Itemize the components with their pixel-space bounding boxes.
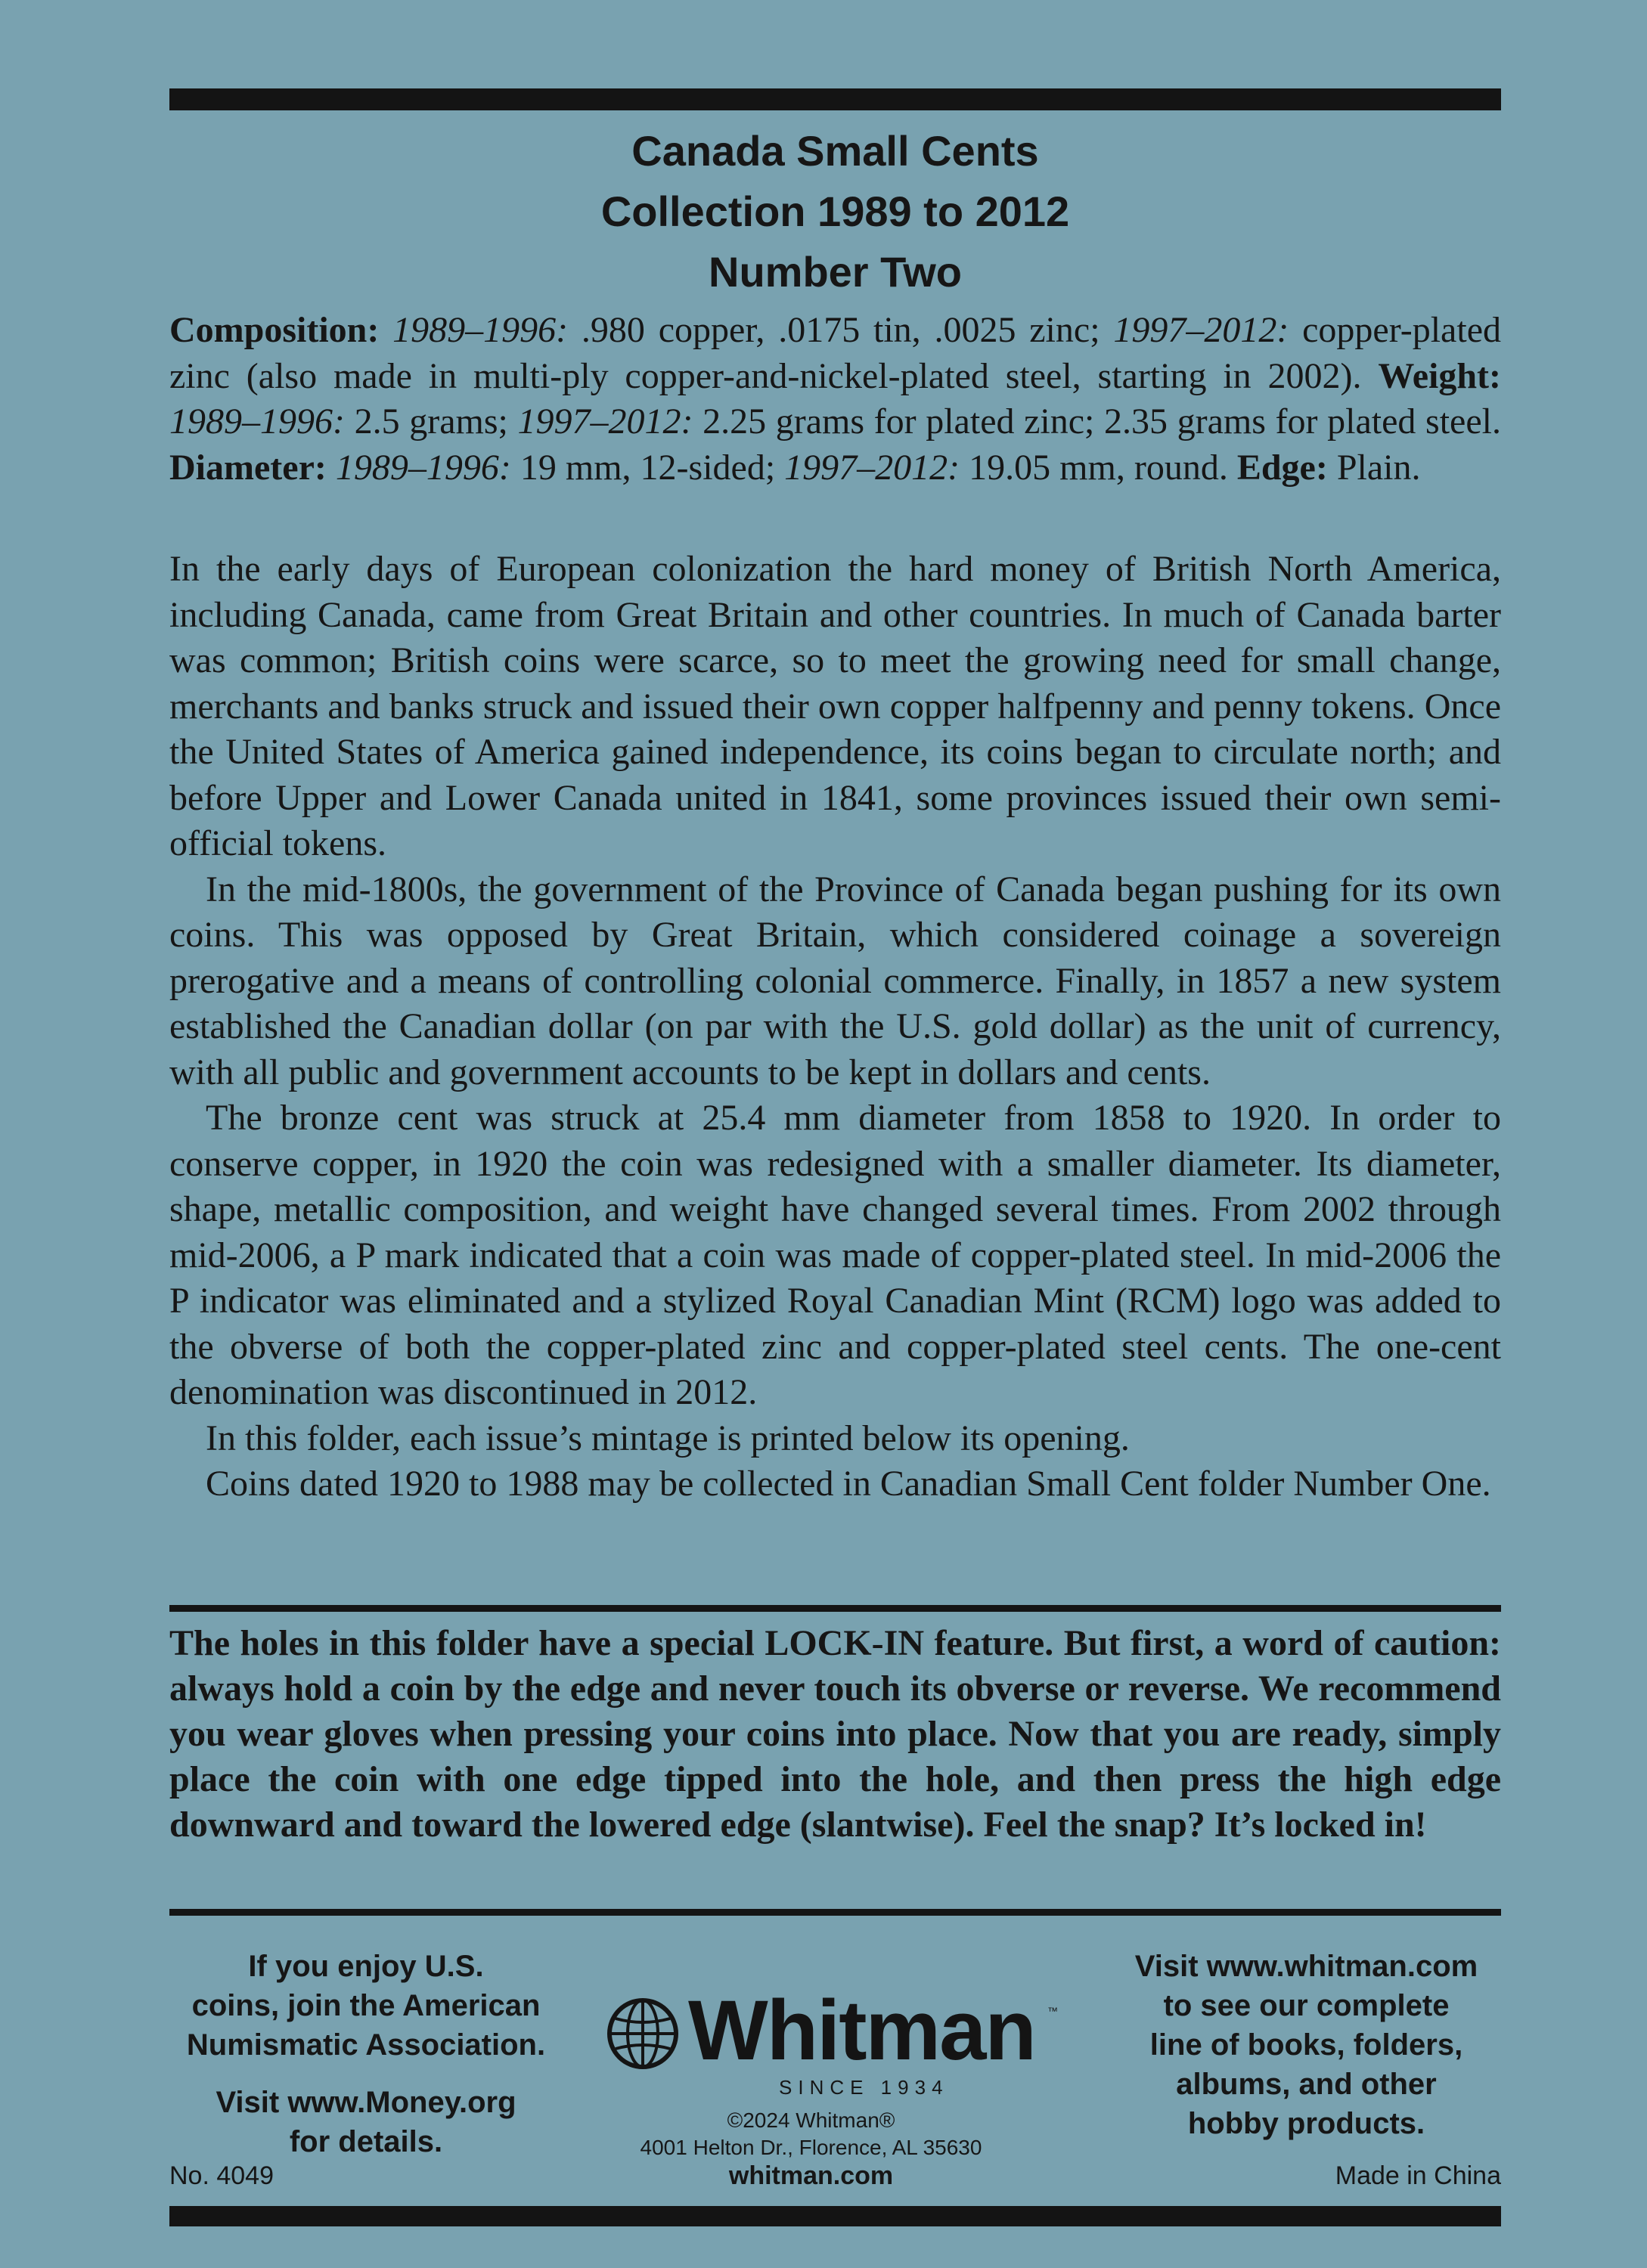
ana-line-2: coins, join the American [191,1989,541,2022]
ana-line-1: If you enjoy U.S. [248,1950,484,1983]
coin-specifications [169,308,1501,491]
diameter-text-1: 19 mm, 12-sided; [510,447,785,488]
copyright-notice: ©2024 Whitman® [727,2108,895,2132]
money-org-line-2: for details. [289,2125,443,2158]
title-line-3: Number Two [709,248,962,296]
history-paragraph-4: In this folder, each issue’s mintage is printed below its opening. [206,1418,1130,1458]
history-paragraph-5: Coins dated 1920 to 1988 may be collected in Canadian Small Cent folder Number One. [206,1464,1491,1504]
ana-promo [169,1947,563,2161]
whitman-promo-line-4: albums, and other [1176,2068,1437,2101]
edge-label: Edge: [1236,447,1328,488]
title-line-2: Collection 1989 to 2012 [600,187,1070,235]
since-1934: SINCE 1934 [779,2076,949,2099]
composition-label: Composition: [169,310,380,350]
weight-text-1: 2.5 grams; [344,401,518,442]
whitman-promo-line-2: to see our complete [1163,1989,1450,2022]
diameter-period-1: 1989–1996: [335,447,511,488]
composition-period-2: 1997–2012: [1113,310,1289,350]
ana-line-3: Numismatic Association. [186,2028,546,2062]
top-rule [169,88,1501,110]
whitman-promo [1112,1947,1501,2143]
company-address: 4001 Helton Dr., Florence, AL 35630 [640,2136,982,2159]
whitman-promo-line-5: hobby products. [1187,2107,1425,2140]
page-title [169,121,1501,302]
weight-period-1: 1989–1996: [169,401,345,442]
product-number: No. 4049 [169,2161,274,2190]
whitman-logo-block [605,1983,1066,2200]
history-paragraph-3: The bronze cent was struck at 25.4 mm diameter from 1858 to 1920. In order to conserve copper, in 1920 the coin was redesigned with a smaller diameter. Its diameter, shape, metallic composition, and weight have changed several times. From 2002 through mid-2006, a P mark indicated that a coin was made of copper-plated steel. In mid-2006 the P indicator was eliminated and a stylized Royal Canadian Mint (RCM) logo was added to the obverse of both the copper-plated zinc and copper-plated steel cents. The one-cent denomination was discontinued in 2012. [169,1098,1501,1412]
whitman-url: whitman.com [728,2161,894,2190]
whitman-promo-line-1: Visit www.whitman.com [1134,1950,1478,1983]
history-paragraph-1: In the early days of European colonization the hard money of British North America, including Canada, came from Great Britain and other countries. In much of Canada barter was common; British coins were scarce, so to meet the growing need for small change, merchants and banks struck and issued their own copper halfpenny and penny tokens. Once the United States of America gained independence, its coins began to circulate north; and before Upper and Lower Canada united in 1841, some provinces issued their own semi-official tokens. [169,549,1501,863]
history-paragraph-2: In the mid-1800s, the government of the Province of Canada began pushing for its own coins. This was opposed by Great Britain, which considered coinage a sovereign prerogative and a means of controlling colonial commerce. Finally, in 1857 a new system established the Canadian dollar (on par with the U.S. gold dollar) as the unit of currency, with all public and government accounts to be kept in dollars and cents. [169,869,1501,1092]
diameter-label: Diameter: [169,447,327,488]
edge-text: Plain. [1327,447,1421,488]
lock-in-caution-text: The holes in this folder have a special LOCK-IN feature. But first, a word of caution: always hold a coin by the edge and never touch its obverse or reverse. We recommend you wear gloves when pressing your coins into place. Now that you are ready, simply place the coin with one edge tipped into the hole, and then press the high edge downward and toward the lowered edge (slantwise). Feel the snap? It’s locked in! [169,1623,1501,1845]
composition-text-2: copper-plated zinc (also made in multi-ply copper-and-nickel-plated steel, starting in 2002). [169,310,1502,396]
weight-text-2: 2.25 grams for plated zinc; 2.35 grams for plated steel. [693,401,1501,442]
whitman-promo-line-3: line of books, folders, [1149,2028,1463,2062]
caution-top-rule [169,1605,1501,1612]
globe-icon [605,1996,681,2071]
diameter-period-2: 1997–2012: [784,447,960,488]
title-line-1: Canada Small Cents [631,127,1039,175]
caution-bottom-rule [169,1909,1501,1916]
bottom-rule [169,2206,1501,2226]
composition-period-1: 1989–1996: [392,310,569,350]
diameter-text-2: 19.05 mm, round. [960,447,1237,488]
composition-text-1: .980 copper, .0175 tin, .0025 zinc; [568,310,1114,350]
whitman-wordmark: Whitman [688,1983,1035,2077]
weight-label: Weight: [1378,355,1501,396]
history-text [169,547,1501,1507]
made-in-china: Made in China [1335,2161,1501,2190]
trademark-symbol: ™ [1047,2005,1058,2017]
weight-period-2: 1997–2012: [517,401,693,442]
money-org-line-1: Visit www.Money.org [216,2086,516,2119]
